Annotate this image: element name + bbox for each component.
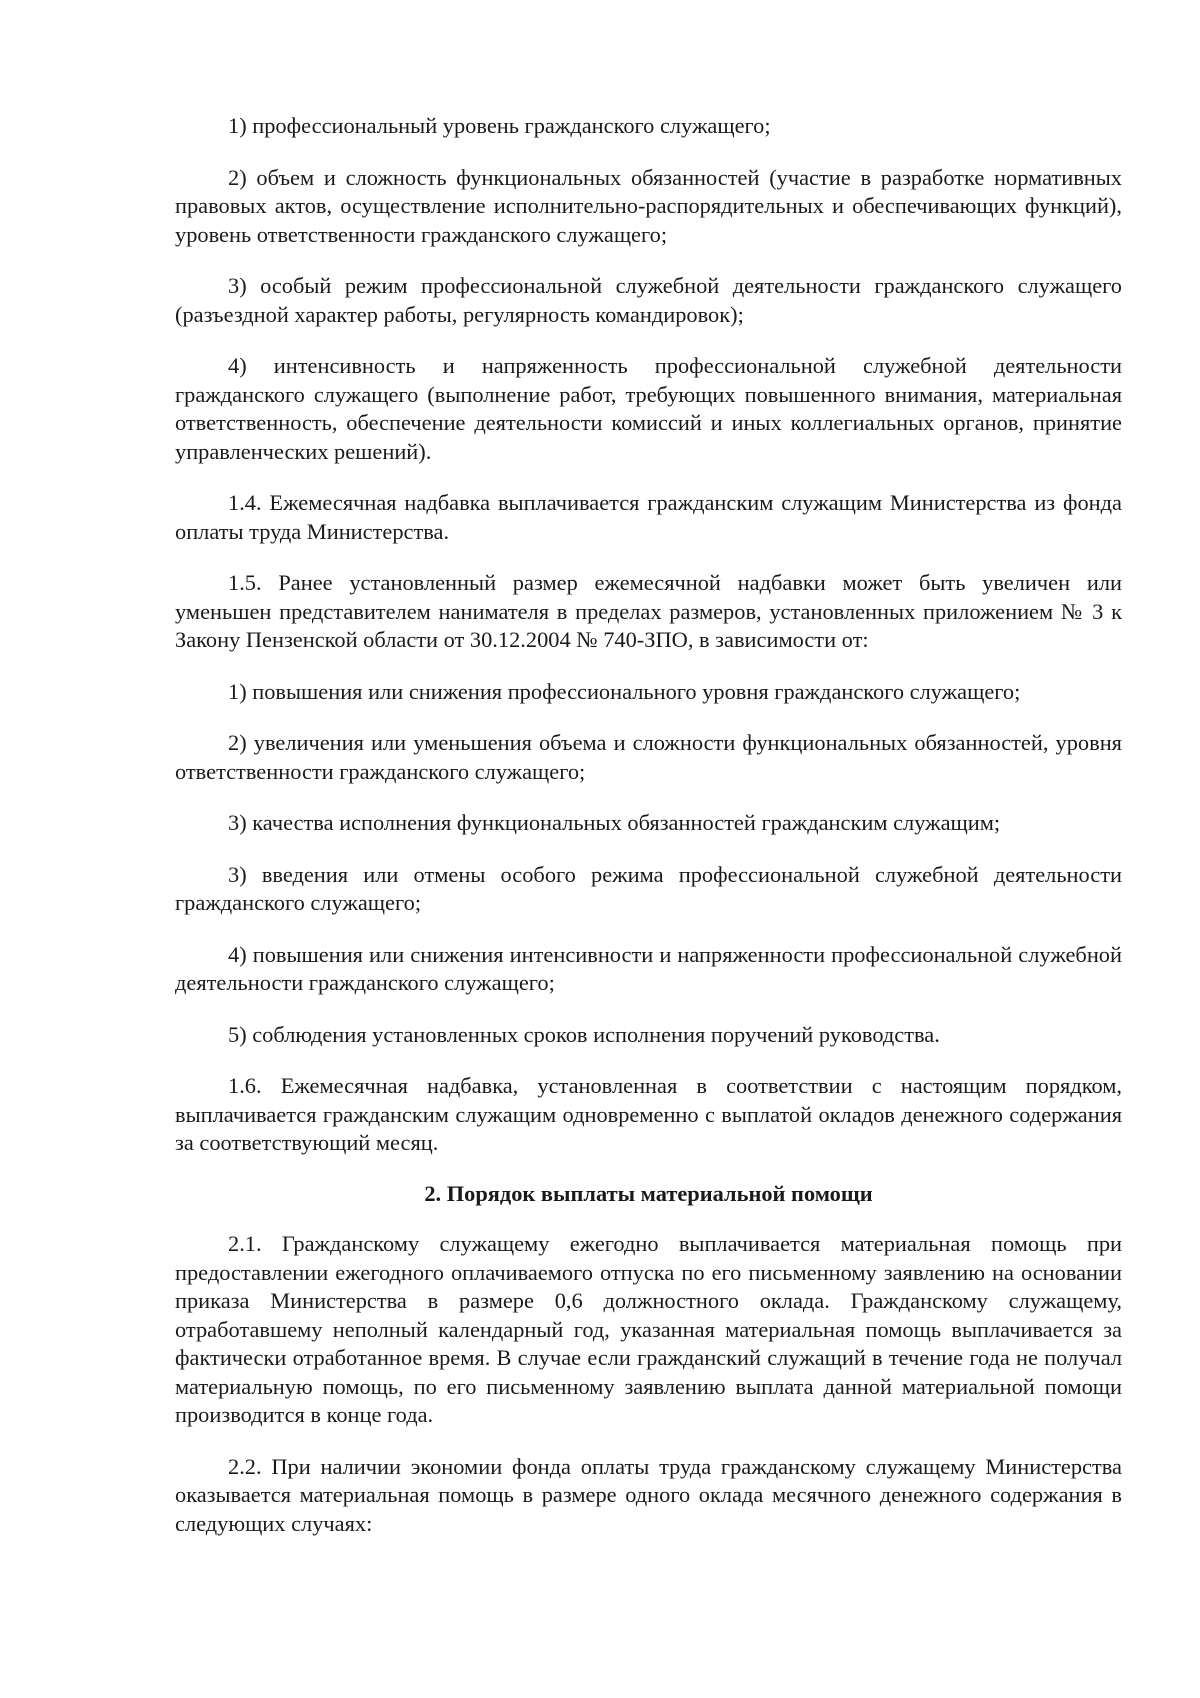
paragraph-subitem-4: 4) повышения или снижения интенсивности и напряженности профессиональной служебной деятельности гражданского служащего; (175, 941, 1122, 995)
paragraph-item-2: 2) объем и сложность функциональных обязанностей (участие в разработке нормативных правовых актов, осуществление исполнительно-распорядительных и обеспечивающих функций), уровень ответственности гражданского служащего; (175, 164, 1122, 247)
paragraph-subitem-3a: 3) качества исполнения функциональных обязанностей гражданским служащим; (228, 810, 1001, 835)
paragraph-clause-2-1: 2.1. Гражданскому служащему ежегодно выплачивается материальная помощь при предоставлении ежегодного оплачиваемого отпуска по его письменному заявлению на основании приказа Министерства в размере 0,6 должностного оклада. Гражданскому служащему, отработавшему неполный календарный год, указанная материальная помощь выплачивается за фактически отработанное время. В случае если гражданский служащий в течение года не получал материальную помощь, по его письменному заявлению выплата данной материальной помощи производится в конце года. (175, 1231, 1122, 1427)
paragraph-subitem-2: 2) увеличения или уменьшения объема и сложности функциональных обязанностей, уровня ответственности гражданского служащего; (175, 730, 1122, 784)
paragraph-clause-1-5: 1.5. Ранее установленный размер ежемесячной надбавки может быть увеличен или уменьшен представителем нанимателя в пределах размеров, установленных приложением № 3 к Закону Пензенской области от 30.12.2004 № 740-ЗПО, в зависимости от: (175, 570, 1122, 652)
paragraph-item-3: 3) особый режим профессиональной служебной деятельности гражданского служащего (разъездной характер работы, регулярность командировок); (175, 273, 1122, 327)
section-heading: 2. Порядок выплаты материальной помощи (424, 1180, 873, 1206)
paragraph-subitem-1: 1) повышения или снижения профессионального уровня гражданского служащего; (228, 678, 1021, 704)
paragraph-clause-1-6: 1.6. Ежемесячная надбавка, установленная в соответствии с настоящим порядком, выплачивается гражданским служащим одновременно с выплатой окладов денежного содержания за соответствующий месяц. (175, 1073, 1122, 1155)
document-body (175, 112, 1122, 1538)
paragraph-item-1: 1) профессиональный уровень гражданского служащего; (228, 113, 771, 138)
paragraph-item-4: 4) интенсивность и напряженность профессиональной служебной деятельности гражданского служащего (выполнение работ, требующих повышенного внимания, материальная ответственность, обеспечение деятельности комиссий и иных коллегиальных органов, принятие управленческих решений). (175, 353, 1122, 464)
paragraph-clause-2-2: 2.2. При наличии экономии фонда оплаты труда гражданскому служащему Министерства оказывается материальная помощь в размере одного оклада месячного денежного содержания в следующих случаях: (175, 1453, 1122, 1536)
paragraph-subitem-3b: 3) введения или отмены особого режима профессиональной служебной деятельности гражданского служащего; (175, 861, 1122, 915)
paragraph-subitem-5: 5) соблюдения установленных сроков исполнения поручений руководства. (228, 1021, 940, 1047)
paragraph-clause-1-4: 1.4. Ежемесячная надбавка выплачивается гражданским служащим Министерства из фонда оплаты труда Министерства. (175, 490, 1122, 544)
